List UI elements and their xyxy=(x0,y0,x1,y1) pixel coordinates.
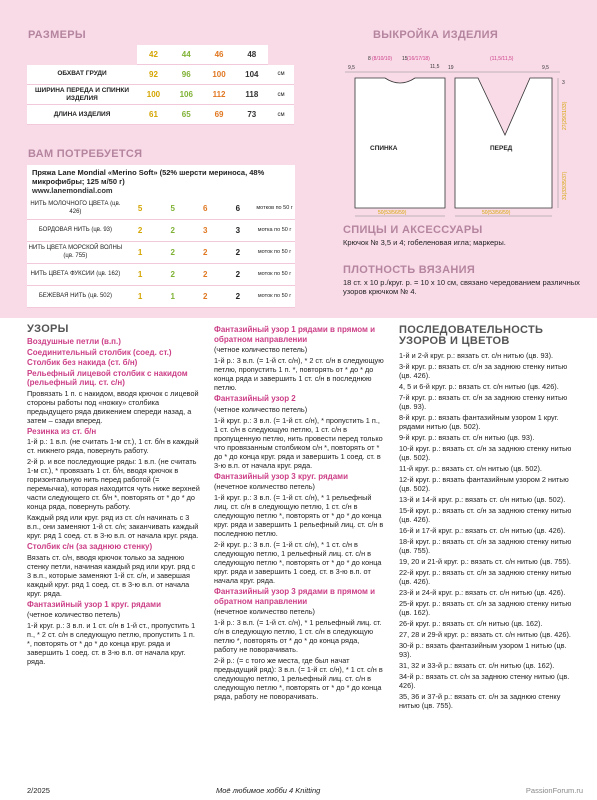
footer-magazine: Моё любимое хобби 4 Knitting xyxy=(216,786,321,795)
table-row xyxy=(27,220,295,242)
dim-top-mid: 19 xyxy=(448,65,454,71)
cell: 100 xyxy=(203,65,236,85)
instruction-text: 1-й р.: 3 в.п. (= 1-й ст. с/н), * 2 ст. с/н в следующую петлю, пропустить 1 п. *, повторять от * до * до конца ряда и завершить 1 ст. с/н в последнюю петлю. xyxy=(214,356,384,392)
table-row xyxy=(27,65,294,85)
cell: 2 xyxy=(222,242,255,264)
sequence-row: 35, 36 и 37-й р.: вязать ст. с/н за заднюю стенку нитью (цв. 755). xyxy=(399,692,561,710)
footer-issue: 2/2025 xyxy=(27,786,50,795)
subsection-heading: Рельефный лицевой столбик с накидом (рельефный лиц. ст. с/н) xyxy=(27,368,188,387)
instruction-text: 2-й круг. р.: 3 в.п. (= 1-й ст. с/н), * 1 ст. с/н в следующую петлю, 1 рельефный лиц. ст. с/н в следующую петлю *, повторять от * до * до конца круг. ряда и завершить 1 соед. ст. в 3-ю в.п. от начала круг. ряда. xyxy=(214,540,382,585)
sequence-row: 23-й и 24-й круг. р.: вязать ст. с/н нитью (цв. 426). xyxy=(399,588,566,597)
sequence-row: 12-й круг. р.: вязать фантазийным узором 2 нитью (цв. 502). xyxy=(399,475,569,493)
instruction-text: 1-й р.: 3 в.п. (= 1-й ст. с/н), * 1 рельефный лиц. ст. с/н в следующую петлю, 1 ст. с/н в следующую петлю *, повторять от * до * до конца ряда, работу не поворачивать. xyxy=(214,618,382,654)
row-label: ДЛИНА ИЗДЕЛИЯ xyxy=(27,105,137,125)
sequence-row: 31, 32 и 33-й р.: вязать ст. с/н нитью (цв. 162). xyxy=(399,661,555,670)
cell: 1 xyxy=(124,264,157,286)
cell: 1 xyxy=(124,242,157,264)
density-title: ПЛОТНОСТЬ ВЯЗАНИЯ xyxy=(343,264,476,276)
table-row xyxy=(27,105,294,125)
cell: 92 xyxy=(137,65,170,85)
instruction-text: (четное количество петель) xyxy=(214,345,308,354)
subsection-heading: Фантазийный узор 1 рядами в прямом и обратном направлении xyxy=(214,325,376,344)
column-patterns xyxy=(27,325,200,668)
unit: моток по 50 г xyxy=(254,264,295,286)
table-row xyxy=(27,85,294,105)
dim-small3: 11,5 xyxy=(430,64,440,70)
yarn-description xyxy=(27,165,295,198)
pattern-diagram xyxy=(330,40,580,220)
instruction-text: Вязать ст. с/н, вводя крючок только за заднюю стенку петли, начиная каждый ряд или круг. ряд с 3 в.п., которые заменяют 1-й ст. с/н, и завершая каждый круг. ряд 1 соед. ст. в 3-ю в.п. от начала круг. ряда. xyxy=(27,552,196,598)
yarn-text: Пряжа Lane Mondial «Merino Soft» (52% шерсти мериноса, 48% микрофибры; 125 м/50 г) xyxy=(32,168,265,186)
cell: 2 xyxy=(189,264,222,286)
back-label: СПИНКА xyxy=(370,145,398,152)
cell: 5 xyxy=(124,198,157,220)
instruction-text: 1-й круг. р.: 3 в.п. и 1 ст. с/н в 1-й ст., пропустить 1 п., * 2 ст. с/н в следующую петлю, пропустить 1 п. *, повторять от * до * до конца круг. ряда и завершить 1 соед. ст. в 3-ю в.п. от начала круг. ряда. xyxy=(27,621,196,666)
instruction-text: Провязать 1 п. с накидом, вводя крючок с лицевой стороны работы под «ножку» столбика предыдущего ряда движением спереди назад, а затем – сзади вперед. xyxy=(27,388,199,425)
cell: 73 xyxy=(235,105,268,125)
instruction-text: (нечетное количество петель) xyxy=(214,482,315,491)
cell: 104 xyxy=(235,65,268,85)
sequence-row: 25-й круг. р.: вязать ст. с/н за заднюю стенку нитью (цв. 162). xyxy=(399,599,572,617)
section-title: ПОСЛЕДОВАТЕЛЬНОСТЬ УЗОРОВ И ЦВЕТОВ xyxy=(399,324,544,347)
sequence-row: 7-й круг. р.: вязать ст. с/н за заднюю стенку нитью (цв. 93). xyxy=(399,393,568,411)
front-piece xyxy=(455,78,552,208)
row-label: НИТЬ ЦВЕТА ФУКСИИ (цв. 162) xyxy=(27,264,124,286)
cell: 61 xyxy=(137,105,170,125)
cell: 6 xyxy=(189,198,222,220)
cell: 6 xyxy=(222,198,255,220)
cell: 2 xyxy=(189,242,222,264)
sequence-row: 11-й круг. р.: вязать ст. с/н нитью (цв. 502). xyxy=(399,464,542,473)
table-row xyxy=(27,286,295,308)
cell: 65 xyxy=(170,105,203,125)
size-header: 42 xyxy=(137,45,170,65)
cell: 2 xyxy=(222,264,255,286)
dim-bottom-left: 50(53/56/59) xyxy=(378,210,407,216)
unit: см xyxy=(268,65,294,85)
needles-title: СПИЦЫ И АКСЕССУАРЫ xyxy=(343,224,483,236)
row-label: ШИРИНА ПЕРЕДА И СПИНКИ ИЗДЕЛИЯ xyxy=(27,85,137,105)
unit: моток по 50 г xyxy=(254,242,295,264)
instruction-text: (четное количество петель) xyxy=(214,404,308,414)
dim-small1b: (8/10/10) xyxy=(372,56,393,62)
table-row xyxy=(27,242,295,264)
row-label: НИТЬ ЦВЕТА МОРСКОЙ ВОЛНЫ (цв. 755) xyxy=(27,242,124,264)
sequence-row: 9-й круг. р.: вязать ст. с/н нитью (цв. 93). xyxy=(399,433,535,442)
unit: см xyxy=(268,105,294,125)
sequence-row: 22-й круг. р.: вязать ст. с/н за заднюю стенку нитью (цв. 426). xyxy=(399,568,572,586)
instruction-text: 2-й р.: (= с того же места, где был начат предыдущий ряд): 3 в.п. (= 1-й ст. с/н), * 1 ст. с/н в следующую петлю, 1 рельефный лиц. ст. с/н в следующую петлю *, повторять от * до * до конца ряда, работу не поворачивать. xyxy=(214,656,383,701)
pattern-title: ВЫКРОЙКА ИЗДЕЛИЯ xyxy=(373,29,499,41)
cell: 1 xyxy=(124,286,157,308)
back-piece xyxy=(355,78,445,208)
cell: 100 xyxy=(137,85,170,105)
table-row xyxy=(27,198,295,220)
dim-top-left: 9,5 xyxy=(348,65,355,71)
colors-table xyxy=(27,198,295,308)
sequence-row: 4, 5 и 6-й круг. р.: вязать ст. с/н нитью (цв. 426). xyxy=(399,382,559,391)
unit: мотка по 50 г xyxy=(254,220,295,242)
cell: 118 xyxy=(235,85,268,105)
cell: 1 xyxy=(156,286,189,308)
row-label: НИТЬ МОЛОЧНОГО ЦВЕТА (цв. 426) xyxy=(27,198,124,220)
sizes-title: РАЗМЕРЫ xyxy=(28,29,86,41)
dim-small2: 15 xyxy=(402,56,408,62)
row-label: ОБХВАТ ГРУДИ xyxy=(27,65,137,85)
instruction-text: 1-й круг. р.: 3 в.п. (= 1-й ст. с/н), * пропустить 1 п., 1 ст. с/н в следующую петлю, 1 ст. с/н в пропущенную петлю, нить провести перед только что провязанным столбиком с/н *, повторять от * до * до конца круг. ряда и завершить 1 соед. ст. в 3-ю в.п. от начала круг. ряда. xyxy=(214,415,383,470)
unit: см xyxy=(268,85,294,105)
subsection-heading: Воздушные петли (в.п.) xyxy=(27,337,121,346)
sequence-row: 8-й круг. р.: вязать фантазийным узором 1 круг. рядами нитью (цв. 502). xyxy=(399,413,559,431)
unit: моток по 50 г xyxy=(254,286,295,308)
column-sequence xyxy=(399,325,579,712)
sequence-row: 1-й и 2-й круг. р.: вязать ст. с/н нитью (цв. 93). xyxy=(399,351,554,360)
cell: 5 xyxy=(156,198,189,220)
sizes-table xyxy=(27,45,294,125)
instruction-text: 2-й р. и все последующие ряды: 1 в.п. (не считать 1-м ст.), * провязать 1 ст. б/н, вводя крючок в горизонтальную нить перед работой (= перемычка), которая находится чуть ниже верхней части следующего ст. б/н *, повторять от * до * до конца ряда, повернуть работу. xyxy=(27,457,200,511)
needs-title: ВАМ ПОТРЕБУЕТСЯ xyxy=(28,148,143,160)
unit: мотков по 50 г xyxy=(254,198,295,220)
subsection-heading: Фантазийный узор 2 xyxy=(214,394,296,403)
dim-side-b: 31(33/35/37) xyxy=(562,171,568,200)
sequence-row: 18-й круг. р.: вязать ст. с/н за заднюю стенку нитью (цв. 755). xyxy=(399,537,572,555)
density-text: 18 ст. x 10 р./круг. р. = 10 x 10 см, связано чередованием различных узоров крючком № 4. xyxy=(343,278,580,296)
dim-bottom-right: 50(53/56/59) xyxy=(482,210,511,216)
dim-small1: 8 xyxy=(368,56,371,62)
cell: 2 xyxy=(222,286,255,308)
dim-side-top: 3 xyxy=(562,80,565,86)
sequence-row: 27, 28 и 29-й круг. р.: вязать ст. с/н нитью (цв. 426). xyxy=(399,630,571,639)
subsection-heading: Фантазийный узор 3 рядами в прямом и обратном направлении xyxy=(214,587,376,606)
cell: 112 xyxy=(203,85,236,105)
subsection-heading: Столбик без накида (ст. б/н) xyxy=(27,358,138,367)
instruction-text: 1-й р.: 1 в.п. (не считать 1-м ст.), 1 ст. б/н в каждый ст. нижнего ряда, повернуть работу. xyxy=(27,437,199,455)
instruction-text: (нечетное количество петель) xyxy=(214,607,315,616)
sequence-row: 10-й круг. р.: вязать ст. с/н за заднюю стенку нитью (цв. 502). xyxy=(399,444,572,462)
sequence-row: 26-й круг. р.: вязать ст. с/н нитью (цв. 162). xyxy=(399,619,543,628)
sequence-row: 16-й и 17-й круг. р.: вязать ст. с/н нитью (цв. 426). xyxy=(399,526,566,535)
cell: 2 xyxy=(124,220,157,242)
subsection-heading: Столбик с/н (за заднюю стенку) xyxy=(27,542,153,551)
section-title: УЗОРЫ xyxy=(27,323,69,335)
cell: 3 xyxy=(189,220,222,242)
subsection-heading: Соединительный столбик (соед. ст.) xyxy=(27,347,172,357)
dim-side-a: 27(29/31/33) xyxy=(562,101,568,130)
row-label: БЕЖЕВАЯ НИТЬ (цв. 502) xyxy=(27,286,124,308)
instruction-text: Каждый ряд или круг. ряд из ст. с/н начинать с 3 в.п., они заменяют 1-й ст. с/н; заканчивать каждый круг. ряд 1 соед. ст. в 3-ю в.п. от начала круг. ряда. xyxy=(27,513,199,540)
instruction-text: 1-й круг. р.: 3 в.п. (= 1-й ст. с/н), * 1 рельефный лиц. ст. с/н в следующую петлю, 1 ст. с/н в следующую петлю *, повторять от * до * до конца круг. ряда и завершить 1 рельефный лиц. ст. с/н в последнюю петлю. xyxy=(214,493,384,538)
cell: 2 xyxy=(189,286,222,308)
sizes-header-row xyxy=(27,45,294,65)
cell: 96 xyxy=(170,65,203,85)
sequence-row: 13-й и 14-й круг. р.: вязать ст. с/н нитью (цв. 502). xyxy=(399,495,566,504)
column-fancy-patterns xyxy=(214,325,384,703)
footer-site: PassionForum.ru xyxy=(525,786,583,795)
cell: 69 xyxy=(203,105,236,125)
row-label: БОРДОВАЯ НИТЬ (цв. 93) xyxy=(27,220,124,242)
cell: 2 xyxy=(156,242,189,264)
table-row xyxy=(27,264,295,286)
subsection-heading: Резинка из ст. б/н xyxy=(27,426,97,436)
cell: 106 xyxy=(170,85,203,105)
size-header: 44 xyxy=(170,45,203,65)
yarn-url: www.lanemondial.com xyxy=(32,186,113,195)
needles-text: Крючок № 3,5 и 4; гобеленовая игла; маркеры. xyxy=(343,238,506,247)
cell: 2 xyxy=(156,264,189,286)
sequence-row: 15-й круг. р.: вязать ст. с/н за заднюю стенку нитью (цв. 426). xyxy=(399,506,572,524)
subsection-heading: Фантазийный узор 3 круг. рядами xyxy=(214,471,349,481)
cell: 3 xyxy=(222,220,255,242)
dim-top-right: 9,5 xyxy=(542,65,549,71)
dim-small3b: (11,5/11,5) xyxy=(490,56,514,62)
sequence-row: 34-й р.: вязать ст. с/н за заднюю стенку нитью (цв. 426). xyxy=(399,672,570,690)
size-header: 46 xyxy=(203,45,236,65)
subsection-heading: Фантазийный узор 1 круг. рядами xyxy=(27,599,162,609)
size-header: 48 xyxy=(235,45,268,65)
cell: 2 xyxy=(156,220,189,242)
dim-small2b: (16/17/18) xyxy=(407,56,430,62)
sequence-row: 3-й круг. р.: вязать ст. с/н за заднюю стенку нитью (цв. 426). xyxy=(399,362,568,380)
sequence-row: 30-й р.: вязать фантазийным узором 1 нитью (цв. 93). xyxy=(399,641,567,659)
instruction-text: (четное количество петель) xyxy=(27,610,121,619)
front-label: ПЕРЕД xyxy=(490,145,513,152)
sequence-row: 19, 20 и 21-й круг. р.: вязать ст. с/н нитью (цв. 755). xyxy=(399,557,571,566)
